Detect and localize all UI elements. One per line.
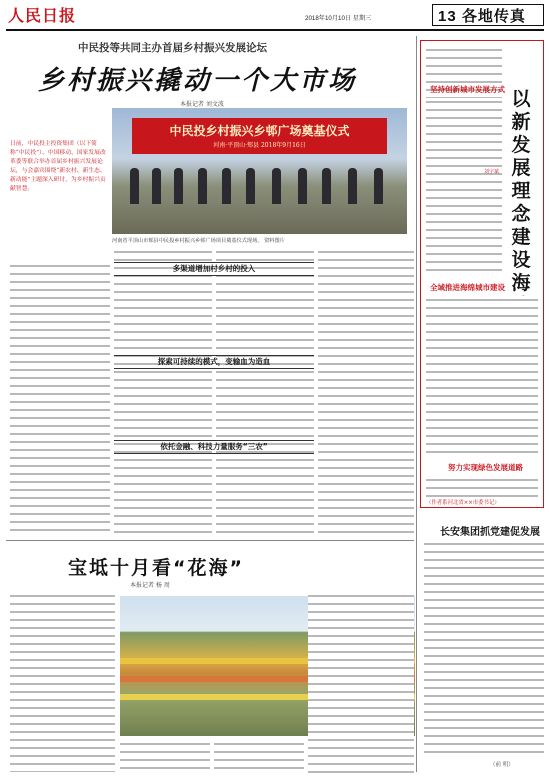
lead-headline[interactable]: 乡村振兴撬动一个大市场 [38, 66, 358, 96]
lead-photo[interactable] [112, 108, 407, 234]
lead-subhead-1: 多渠道增加村乡村的投入 [114, 262, 314, 276]
commentary-body-3 [426, 476, 538, 498]
lead-body-col-4 [318, 248, 414, 536]
photo-crowd [122, 168, 397, 208]
second-body-col-1 [10, 592, 115, 772]
photo-banner-subtitle: 河南·平顶山·郏县 2018年9月16日 [213, 142, 306, 149]
commentary-author: 刘宇斌 [484, 169, 500, 175]
commentary-title[interactable]: 以新发展理念建设海 [511, 88, 531, 294]
second-headline[interactable]: 宝坻十月看“花海” [68, 557, 244, 579]
commentary-body-2 [426, 296, 538, 456]
column-rule [416, 36, 417, 772]
lead-byline: 本报记者 刘文波 [180, 101, 224, 108]
masthead [0, 0, 550, 30]
photo-banner-title: 中民投乡村振兴乡邨广场奠基仪式 [169, 124, 350, 138]
second-body-col-4 [308, 592, 414, 774]
issue-date: 2018年10月10日 星期三 [305, 15, 372, 22]
newspaper-logo: 人民日报 [8, 6, 77, 25]
lead-subhead-3: 依托金融、科技力量服务“三农” [114, 440, 314, 454]
commentary-subhead-1: 坚持创新城市发展方式 [430, 85, 505, 94]
commentary-note: （作者系河北省××市委书记） [426, 500, 500, 506]
commentary-intro [426, 46, 502, 106]
lead-photo-caption: 河南省平顶山市郏县中民投乡村振兴乡邨广场项目奠基仪式现场。 资料图片 [112, 238, 285, 244]
lead-body-col-2 [114, 248, 212, 536]
lead-body-col-3 [216, 248, 314, 536]
second-body-col-2 [120, 740, 210, 774]
commentary-body-1 [426, 98, 502, 274]
masthead-rule [6, 29, 544, 31]
third-body [424, 540, 544, 758]
second-byline: 本报记者 杨 周 [130, 582, 170, 589]
photo-banner [132, 118, 387, 154]
page-number-section: 13 各地传真 [438, 8, 526, 25]
third-headline[interactable]: 长安集团抓党建促发展 [440, 527, 540, 538]
second-body-col-3 [214, 740, 304, 774]
commentary-subhead-2: 全域推进海绵城市建设 [430, 283, 505, 292]
lead-body-col-1 [10, 262, 110, 536]
commentary-subhead-3: 努力实现绿色发展道路 [448, 463, 523, 472]
lead-subhead-2: 探索可持续的模式，变输血为造血 [114, 355, 314, 369]
third-footer-note: （前 明） [490, 762, 514, 768]
lead-kicker: 中民投等共同主办首届乡村振兴发展论坛 [78, 42, 267, 54]
lead-summary: 日前，中民投主投资集团（以下简称“中民投”）、中国移动、国家发展改革委等联合举办首届乡村振兴发展论坛，与会嘉宾围绕“新农村、新生态、新动能”主题深入研讨，为乡村振兴贡献智慧。 [10, 141, 106, 192]
section-rule [6, 540, 414, 541]
